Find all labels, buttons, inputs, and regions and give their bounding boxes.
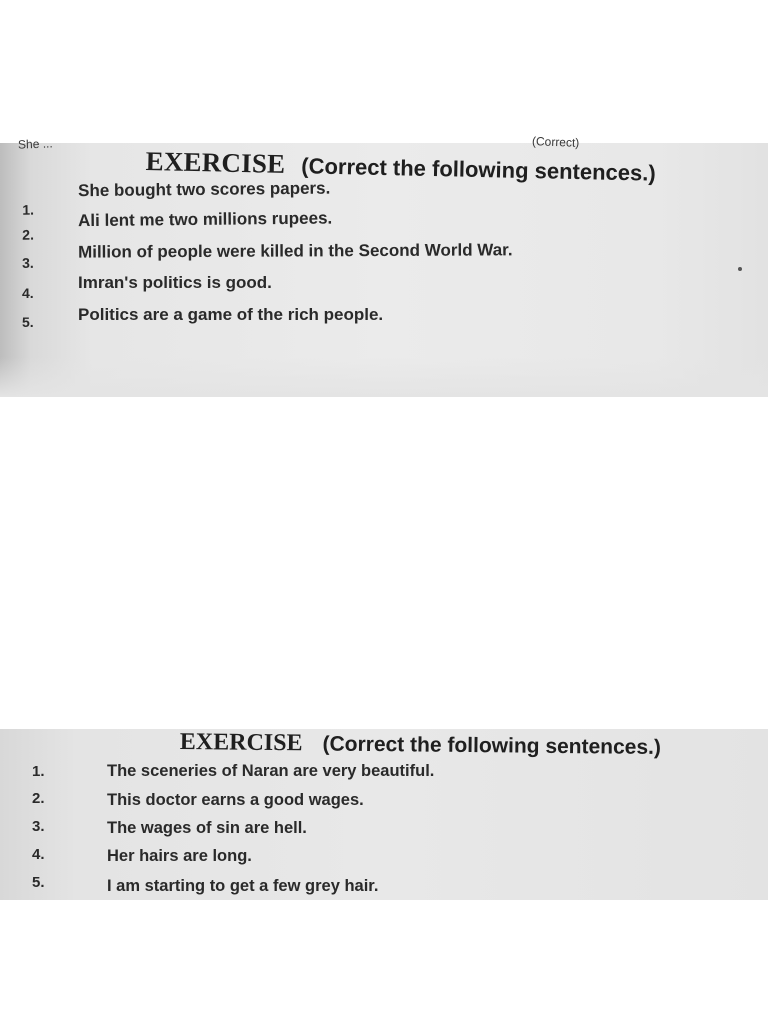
item-text: Her hairs are long. bbox=[107, 847, 252, 865]
cut-off-text-right: (Correct) bbox=[531, 134, 580, 150]
exercise-2-instruction: (Correct the following sentences.) bbox=[322, 732, 662, 760]
item-number: 5. bbox=[22, 314, 34, 330]
exercise-1-instruction: (Correct the following sentences.) bbox=[301, 153, 656, 186]
item-number: 4. bbox=[22, 285, 34, 301]
item-text: I am starting to get a few grey hair. bbox=[107, 877, 379, 895]
exercise-2-heading bbox=[180, 729, 661, 761]
item-number: 3. bbox=[22, 254, 34, 271]
item-text: Politics are a game of the rich people. bbox=[78, 305, 384, 324]
item-text: She bought two scores papers. bbox=[77, 178, 331, 201]
item-number: 1. bbox=[22, 201, 35, 218]
exercise-2-title: EXERCISE bbox=[179, 729, 303, 757]
item-number: 4. bbox=[32, 846, 45, 863]
paper-speck bbox=[738, 267, 742, 271]
item-number: 2. bbox=[22, 226, 35, 243]
item-number: 5. bbox=[32, 874, 45, 891]
item-number: 3. bbox=[32, 818, 45, 835]
item-text: Ali lent me two millions rupees. bbox=[77, 208, 333, 231]
item-text: The sceneries of Naran are very beautiful. bbox=[107, 762, 435, 780]
item-text: Million of people were killed in the Second World War. bbox=[77, 240, 513, 262]
exercise-1-title: EXERCISE bbox=[145, 146, 286, 179]
item-number: 1. bbox=[32, 763, 45, 780]
item-text: This doctor earns a good wages. bbox=[107, 791, 364, 809]
cut-off-text-left: She ... bbox=[17, 136, 53, 152]
item-text: Imran's politics is good. bbox=[78, 273, 272, 292]
item-number: 2. bbox=[32, 790, 45, 807]
item-text: The wages of sin are hell. bbox=[107, 819, 307, 837]
